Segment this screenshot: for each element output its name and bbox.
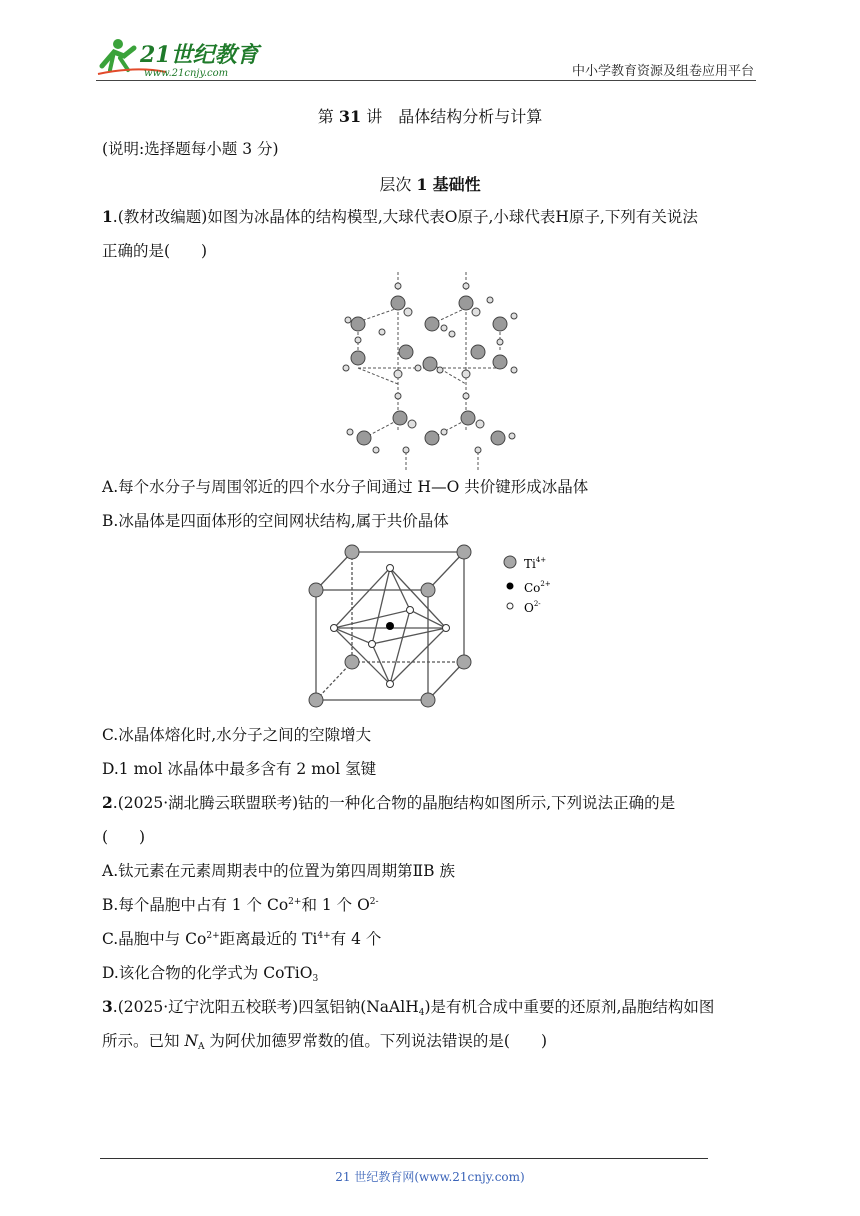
q2-option-c: C.晶胞中与 $Co^{2+}$距离最近的 $Ti^{4+}$有 4 个 — [102, 930, 382, 948]
level-heading — [0, 172, 860, 195]
header-divider — [96, 80, 756, 81]
footer-divider — [100, 1158, 708, 1159]
q3-stem-line1: 3.(2025·辽宁沈阳五校联考)四氢铝钠(NaAlH$_4$)是有机合成中重要的还原剂,晶胞结构如图 — [102, 997, 715, 1018]
q1-option-b: B.冰晶体是四面体形的空间网状结构,属于共价晶体 — [102, 512, 449, 530]
page-title — [0, 104, 860, 127]
q1-stem-line2: 正确的是( ) — [102, 242, 208, 260]
ice-structure-figure — [336, 272, 526, 472]
legend — [504, 556, 551, 615]
q1-option-c: C.冰晶体熔化时,水分子之间的空隙增大 — [102, 726, 372, 744]
title-prefix: 第 — [317, 107, 334, 126]
level-prefix: 层次 — [379, 175, 412, 194]
cotio3-unit-cell-figure — [300, 538, 570, 714]
q2-option-a: A.钛元素在元素周期表中的位置为第四周期第ⅡB 族 — [102, 862, 455, 880]
legend-ti: $Ti^{4+}$ — [524, 556, 547, 571]
q1-number: 1 — [102, 207, 113, 226]
q3-stem-line2: 所示。已知 $N_A$ 为阿伏加德罗常数的值。下列说法错误的是( ) — [102, 1032, 548, 1052]
legend-co: $Co^{2+}$ — [524, 580, 551, 595]
q1-option-a: A.每个水分子与周围邻近的四个水分子间通过 H—O 共价键形成冰晶体 — [102, 478, 589, 496]
runner-logo-icon — [96, 36, 266, 80]
q1-stem-line1 — [102, 206, 698, 228]
level-number: 1 — [416, 175, 428, 194]
q2-text1: .(2025·湖北腾云联盟联考)钴的一种化合物的晶胞结构如图所示,下列说法正确的是 — [112, 794, 676, 812]
logo-text: 21世纪教育 — [140, 42, 259, 68]
level-suffix: 基础性 — [432, 175, 481, 194]
footer-link[interactable]: 21 世纪教育网(www.21cnjy.com) — [335, 1170, 525, 1184]
logo-sub: www.21cnjy.com — [144, 68, 229, 79]
platform-name: 中小学教育资源及组卷应用平台 — [571, 64, 754, 79]
q3-number: 3 — [102, 997, 113, 1016]
q1-text1: .(教材改编题)如图为冰晶体的结构模型,大球代表O原子,小球代表H原子,下列有关说法 — [112, 208, 698, 226]
q2-stem-line1 — [102, 792, 675, 814]
q2-option-d: D.该化合物的化学式为 CoTiO$_3$ — [102, 964, 319, 984]
q2-stem-line2: ( ) — [102, 828, 146, 846]
title-suffix: 讲 晶体结构分析与计算 — [366, 107, 543, 126]
instruction-note: (说明:选择题每小题 3 分) — [102, 140, 279, 158]
q2-option-b: B.每个晶胞中占有 1 个 $Co^{2+}$和 1 个 $O^{2-}$ — [102, 896, 379, 914]
q1-option-d: D.1 mol 冰晶体中最多含有 2 mol 氢键 — [102, 760, 377, 778]
site-logo — [96, 36, 266, 80]
title-number: 31 — [338, 107, 362, 126]
q2-number: 2 — [102, 793, 113, 812]
legend-o: $O^{2-}$ — [524, 600, 541, 615]
